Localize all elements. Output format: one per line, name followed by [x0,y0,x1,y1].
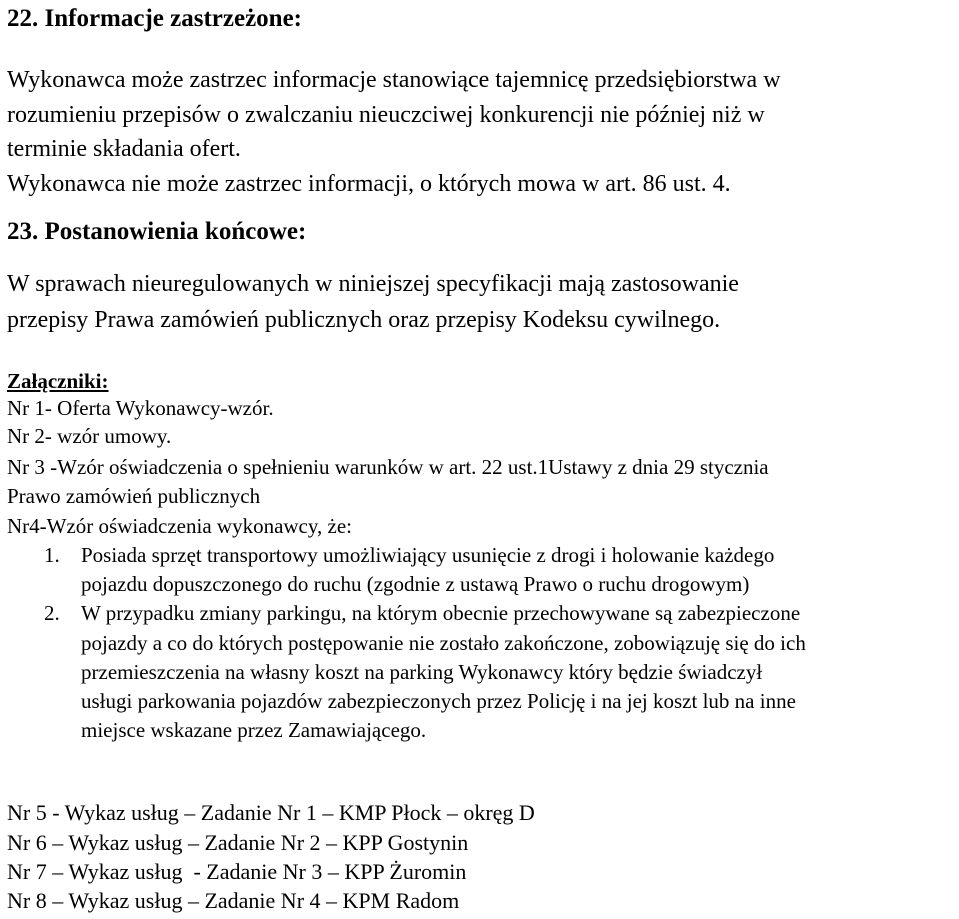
attachment-item-4: Nr4-Wzór oświadczenia wykonawcy, że: [7,514,352,538]
section-22-line-1: Wykonawca może zastrzec informacje stanowiące tajemnicę przedsiębiorstwa w [7,67,781,93]
list-number-1: 1. [44,543,60,567]
service-list-item-8: Nr 8 – Wykaz usług – Zadanie Nr 4 – KPM Radom [7,888,460,913]
service-list-item-6: Nr 6 – Wykaz usług – Zadanie Nr 2 – KPP Gostynin [7,830,469,855]
service-list-item-5: Nr 5 - Wykaz usług – Zadanie Nr 1 – KMP Płock – okręg D [7,800,535,825]
attachments-heading: Załączniki: [7,369,109,393]
section-22-line-4: Wykonawca nie może zastrzec informacji, o których mowa w art. 86 ust. 4. [7,171,731,197]
attachment-item-2: Nr 2- wzór umowy. [7,424,172,448]
list-number-2: 2. [44,601,60,625]
section-23-line-2: przepisy Prawa zamówień publicznych oraz przepisy Kodeksu cywilnego. [7,307,721,333]
attachment-item-1: Nr 1- Oferta Wykonawcy-wzór. [7,396,274,420]
section-22-line-3: terminie składania ofert. [7,136,241,162]
list-item-2-line-2: pojazdy a co do których postępowanie nie zostało zakończone, zobowiązuję się do ich [81,631,806,655]
section-22-line-2: rozumieniu przepisów o zwalczaniu nieuczciwej konkurencji nie później niż w [7,102,765,128]
service-list-item-7: Nr 7 – Wykaz usług - Zadanie Nr 3 – KPP Żuromin [7,859,467,884]
list-item-2-line-1: W przypadku zmiany parkingu, na którym obecnie przechowywane są zabezpieczone [81,601,801,625]
list-item-2-line-3: przemieszczenia na własny koszt na parking Wykonawcy który będzie świadczył [81,660,763,684]
section-23-heading: 23. Postanowienia końcowe: [7,218,307,245]
list-item-2-line-5: miejsce wskazane przez Zamawiającego. [81,718,427,742]
list-item-1-line-2: pojazdu dopuszczonego do ruchu (zgodnie z ustawą Prawo o ruchu drogowym) [81,572,750,596]
attachment-item-3-cont: Prawo zamówień publicznych [7,484,261,508]
section-22-heading: 22. Informacje zastrzeżone: [7,5,303,32]
section-23-line-1: W sprawach nieuregulowanych w niniejszej specyfikacji mają zastosowanie [7,271,739,297]
attachment-item-3: Nr 3 -Wzór oświadczenia o spełnieniu warunków w art. 22 ust.1Ustawy z dnia 29 stycznia [7,455,769,479]
list-item-1-line-1: Posiada sprzęt transportowy umożliwiający usunięcie z drogi i holowanie każdego [81,543,775,567]
list-item-2-line-4: usługi parkowania pojazdów zabezpieczonych przez Policję i na jej koszt lub na inne [81,689,796,713]
